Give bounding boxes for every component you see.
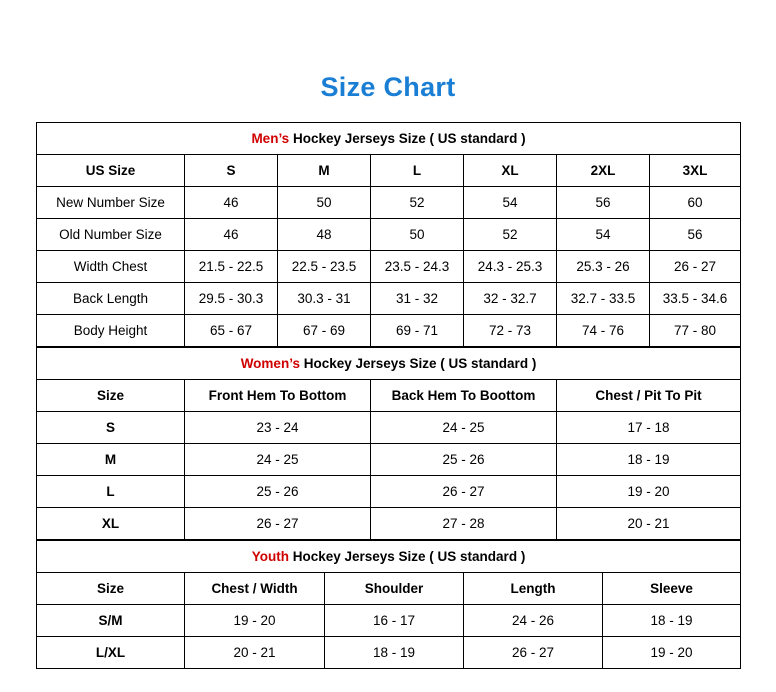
mens-col-5: 2XL bbox=[557, 155, 650, 187]
youth-row-1-val-3: 19 - 20 bbox=[603, 637, 741, 669]
youth-col-1: Chest / Width bbox=[185, 573, 325, 605]
youth-row-0-label: S/M bbox=[37, 605, 185, 637]
mens-row-4-val-5: 77 - 80 bbox=[650, 315, 741, 347]
mens-row-1-val-3: 52 bbox=[464, 219, 557, 251]
youth-col-0: Size bbox=[37, 573, 185, 605]
mens-row-4-val-4: 74 - 76 bbox=[557, 315, 650, 347]
mens-size-table bbox=[36, 122, 741, 347]
youth-col-4: Sleeve bbox=[603, 573, 741, 605]
page-title: Size Chart bbox=[320, 72, 456, 102]
womens-row-1-val-0: 24 - 25 bbox=[185, 444, 371, 476]
womens-col-2: Back Hem To Boottom bbox=[371, 380, 557, 412]
mens-row-1-label: Old Number Size bbox=[37, 219, 185, 251]
youth-row-0-val-3: 18 - 19 bbox=[603, 605, 741, 637]
mens-row-2-val-4: 25.3 - 26 bbox=[557, 251, 650, 283]
mens-row-1-val-2: 50 bbox=[371, 219, 464, 251]
womens-row-1-val-2: 18 - 19 bbox=[557, 444, 741, 476]
mens-row-2-val-3: 24.3 - 25.3 bbox=[464, 251, 557, 283]
table-row bbox=[37, 251, 741, 283]
size-chart-tables bbox=[36, 122, 740, 669]
womens-row-2-val-0: 25 - 26 bbox=[185, 476, 371, 508]
mens-row-1-val-1: 48 bbox=[278, 219, 371, 251]
table-row bbox=[37, 444, 741, 476]
mens-row-0-val-0: 46 bbox=[185, 187, 278, 219]
mens-row-3-val-3: 32 - 32.7 bbox=[464, 283, 557, 315]
youth-col-2: Shoulder bbox=[325, 573, 464, 605]
womens-row-0-label: S bbox=[37, 412, 185, 444]
youth-row-0-val-2: 24 - 26 bbox=[464, 605, 603, 637]
table-row bbox=[37, 508, 741, 540]
mens-row-0-label: New Number Size bbox=[37, 187, 185, 219]
table-section-header-row bbox=[37, 348, 741, 380]
mens-row-4-val-0: 65 - 67 bbox=[185, 315, 278, 347]
youth-col-3: Length bbox=[464, 573, 603, 605]
mens-col-2: M bbox=[278, 155, 371, 187]
womens-row-2-label: L bbox=[37, 476, 185, 508]
mens-row-3-label: Back Length bbox=[37, 283, 185, 315]
table-header-row bbox=[37, 155, 741, 187]
womens-col-3: Chest / Pit To Pit bbox=[557, 380, 741, 412]
womens-row-1-label: M bbox=[37, 444, 185, 476]
womens-row-2-val-1: 26 - 27 bbox=[371, 476, 557, 508]
mens-row-3-val-5: 33.5 - 34.6 bbox=[650, 283, 741, 315]
youth-header-rest: Hockey Jerseys Size ( US standard ) bbox=[288, 549, 526, 564]
mens-row-1-val-5: 56 bbox=[650, 219, 741, 251]
mens-row-1-val-4: 54 bbox=[557, 219, 650, 251]
mens-row-4-val-3: 72 - 73 bbox=[464, 315, 557, 347]
table-header-row bbox=[37, 380, 741, 412]
mens-row-0-val-1: 50 bbox=[278, 187, 371, 219]
womens-row-3-val-1: 27 - 28 bbox=[371, 508, 557, 540]
womens-col-1: Front Hem To Bottom bbox=[185, 380, 371, 412]
mens-row-4-label: Body Height bbox=[37, 315, 185, 347]
mens-row-4-val-1: 67 - 69 bbox=[278, 315, 371, 347]
mens-col-0: US Size bbox=[37, 155, 185, 187]
mens-col-6: 3XL bbox=[650, 155, 741, 187]
womens-row-3-val-0: 26 - 27 bbox=[185, 508, 371, 540]
mens-row-0-val-5: 60 bbox=[650, 187, 741, 219]
mens-header-rest: Hockey Jerseys Size ( US standard ) bbox=[289, 131, 526, 146]
youth-row-0-val-1: 16 - 17 bbox=[325, 605, 464, 637]
mens-row-0-val-2: 52 bbox=[371, 187, 464, 219]
mens-row-2-label: Width Chest bbox=[37, 251, 185, 283]
mens-row-0-val-3: 54 bbox=[464, 187, 557, 219]
womens-header-accent: Women’s bbox=[240, 356, 300, 371]
mens-row-2-val-2: 23.5 - 24.3 bbox=[371, 251, 464, 283]
mens-col-3: L bbox=[371, 155, 464, 187]
mens-row-3-val-0: 29.5 - 30.3 bbox=[185, 283, 278, 315]
mens-row-2-val-5: 26 - 27 bbox=[650, 251, 741, 283]
mens-row-2-val-1: 22.5 - 23.5 bbox=[278, 251, 371, 283]
womens-row-0-val-1: 24 - 25 bbox=[371, 412, 557, 444]
table-row bbox=[37, 637, 741, 669]
table-row bbox=[37, 315, 741, 347]
youth-row-1-label: L/XL bbox=[37, 637, 185, 669]
womens-row-1-val-1: 25 - 26 bbox=[371, 444, 557, 476]
mens-section-header bbox=[37, 123, 741, 155]
mens-row-3-val-2: 31 - 32 bbox=[371, 283, 464, 315]
youth-row-0-val-0: 19 - 20 bbox=[185, 605, 325, 637]
table-section-header-row bbox=[37, 541, 741, 573]
mens-col-4: XL bbox=[464, 155, 557, 187]
table-section-header-row bbox=[37, 123, 741, 155]
womens-row-0-val-0: 23 - 24 bbox=[185, 412, 371, 444]
mens-row-4-val-2: 69 - 71 bbox=[371, 315, 464, 347]
womens-size-table bbox=[36, 347, 741, 540]
table-row bbox=[37, 605, 741, 637]
mens-col-1: S bbox=[185, 155, 278, 187]
table-row bbox=[37, 219, 741, 251]
womens-header-rest: Hockey Jerseys Size ( US standard ) bbox=[299, 356, 537, 371]
mens-row-3-val-1: 30.3 - 31 bbox=[278, 283, 371, 315]
youth-row-1-val-1: 18 - 19 bbox=[325, 637, 464, 669]
mens-header-accent: Men’s bbox=[251, 131, 290, 146]
womens-row-0-val-2: 17 - 18 bbox=[557, 412, 741, 444]
womens-col-0: Size bbox=[37, 380, 185, 412]
youth-row-1-val-2: 26 - 27 bbox=[464, 637, 603, 669]
youth-header-accent: Youth bbox=[251, 549, 289, 564]
womens-row-3-label: XL bbox=[37, 508, 185, 540]
mens-row-2-val-0: 21.5 - 22.5 bbox=[185, 251, 278, 283]
mens-row-3-val-4: 32.7 - 33.5 bbox=[557, 283, 650, 315]
mens-row-1-val-0: 46 bbox=[185, 219, 278, 251]
youth-row-1-val-0: 20 - 21 bbox=[185, 637, 325, 669]
mens-row-0-val-4: 56 bbox=[557, 187, 650, 219]
table-row bbox=[37, 476, 741, 508]
womens-section-header bbox=[37, 348, 741, 380]
table-row bbox=[37, 412, 741, 444]
youth-section-header bbox=[37, 541, 741, 573]
table-row bbox=[37, 187, 741, 219]
table-header-row bbox=[37, 573, 741, 605]
youth-size-table bbox=[36, 540, 741, 669]
table-row bbox=[37, 283, 741, 315]
womens-row-2-val-2: 19 - 20 bbox=[557, 476, 741, 508]
womens-row-3-val-2: 20 - 21 bbox=[557, 508, 741, 540]
